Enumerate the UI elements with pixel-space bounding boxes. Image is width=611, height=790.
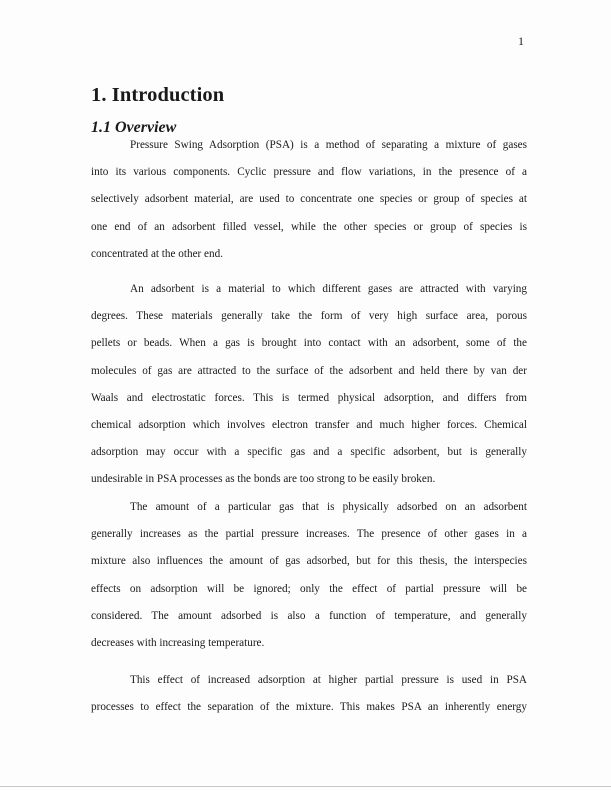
paragraph-line: mixture also influences the amount of gas adsorbed, but for this thesis, the interspecies bbox=[91, 555, 527, 568]
paragraph-line: one end of an adsorbent filled vessel, while the other species or group of species is bbox=[91, 220, 527, 233]
paragraph-line: pellets or beads. When a gas is brought into contact with an adsorbent, some of the bbox=[91, 337, 527, 350]
paragraph-line: chemical adsorption which involves electron transfer and much higher forces. Chemical bbox=[91, 419, 527, 432]
paragraph-line: into its various components. Cyclic pressure and flow variations, in the presence of a bbox=[91, 166, 527, 179]
paragraph-line: undesirable in PSA processes as the bonds are too strong to be easily broken. bbox=[91, 473, 436, 486]
paragraph-line: concentrated at the other end. bbox=[91, 247, 224, 260]
paragraph-3 bbox=[91, 494, 527, 657]
paragraph-1 bbox=[91, 132, 527, 268]
paragraph-line: The amount of a particular gas that is physically adsorbed on an adsorbent bbox=[130, 501, 527, 513]
paragraph-line: This effect of increased adsorption at higher partial pressure is used in PSA bbox=[130, 674, 527, 686]
paragraph-line: considered. The amount adsorbed is also a function of temperature, and generally bbox=[91, 609, 527, 622]
paragraph-line: adsorption may occur with a specific gas and a specific adsorbent, but is generally bbox=[91, 446, 527, 459]
paragraph-line: Pressure Swing Adsorption (PSA) is a method of separating a mixture of gases bbox=[130, 139, 527, 151]
chapter-title: 1. Introduction bbox=[91, 84, 225, 106]
paragraph-line: An adsorbent is a material to which different gases are attracted with varying bbox=[130, 283, 527, 295]
paragraph-line: degrees. These materials generally take the form of very high surface area, porous bbox=[91, 310, 527, 323]
page-bottom-edge bbox=[0, 786, 611, 787]
paragraph-line: molecules of gas are attracted to the surface of the adsorbent and held there by van der bbox=[91, 364, 527, 377]
paragraph-line: processes to effect the separation of the mixture. This makes PSA an inherently energy bbox=[91, 701, 527, 714]
paragraph-4 bbox=[91, 667, 527, 721]
page-number: 1 bbox=[518, 34, 524, 48]
paragraph-line: decreases with increasing temperature. bbox=[91, 637, 265, 650]
paragraph-line: Waals and electrostatic forces. This is termed physical adsorption, and differs from bbox=[91, 391, 527, 404]
section-title: 1.1 Overview bbox=[91, 119, 177, 136]
paragraph-2 bbox=[91, 276, 527, 494]
paragraph-line: selectively adsorbent material, are used to concentrate one species or group of species at bbox=[91, 193, 527, 206]
paragraph-line: generally increases as the partial pressure increases. The presence of other gases in a bbox=[91, 528, 527, 541]
paragraph-line: effects on adsorption will be ignored; only the effect of partial pressure will be bbox=[91, 582, 527, 595]
